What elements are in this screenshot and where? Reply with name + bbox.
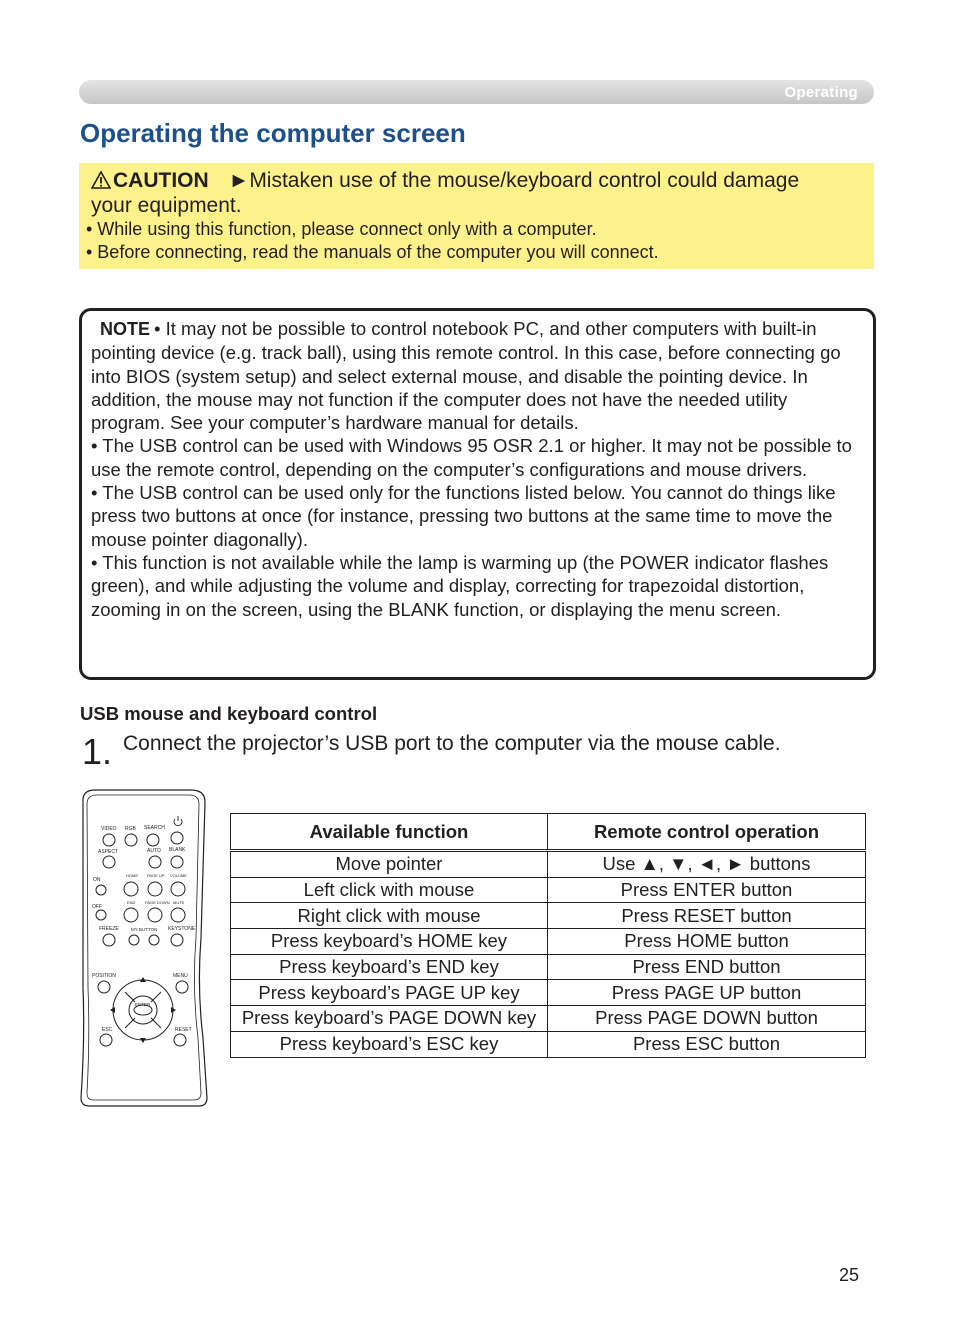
home-label: HOME xyxy=(126,873,138,878)
table-cell: Left click with mouse xyxy=(231,877,548,903)
table-cell: Press ENTER button xyxy=(548,877,866,903)
freeze-label: FREEZE xyxy=(99,926,119,932)
page-down-label: PAGE DOWN xyxy=(145,900,170,905)
table-cell: Press ESC button xyxy=(548,1031,866,1057)
my-button-label: MY BUTTON xyxy=(131,927,158,932)
table-cell: Move pointer xyxy=(231,852,548,878)
table-row xyxy=(231,980,866,1006)
table-header: Remote control operation xyxy=(548,814,866,850)
power-icon xyxy=(174,816,182,826)
video-label: VIDEO xyxy=(101,826,117,832)
table-cell: Press keyboard’s HOME key xyxy=(231,929,548,955)
table-header-row xyxy=(231,814,866,850)
off-label: OFF xyxy=(92,904,102,910)
on-label: ON xyxy=(93,877,101,883)
end-label: END xyxy=(127,900,136,905)
table-cell: Press keyboard’s ESC key xyxy=(231,1031,548,1057)
esc-label: ESC xyxy=(102,1027,113,1033)
table-row xyxy=(231,903,866,929)
volume-label: VOLUME xyxy=(170,873,187,878)
table-cell: Press RESET button xyxy=(548,903,866,929)
menu-label: MENU xyxy=(173,973,188,979)
table-cell: Use ▲, ▼, ◄, ► buttons xyxy=(548,852,866,878)
warning-triangle-icon xyxy=(91,171,111,189)
caution-bullet: • Before connecting, read the manuals of the computer you will connect. xyxy=(86,242,659,262)
caution-text-2: your equipment. xyxy=(91,194,242,217)
blank-label: BLANK xyxy=(169,847,186,853)
table-cell: Press PAGE DOWN button xyxy=(548,1006,866,1032)
table-cell: Press keyboard’s PAGE DOWN key xyxy=(231,1006,548,1032)
caution-label: CAUTION xyxy=(113,169,209,192)
table-cell: Press keyboard’s END key xyxy=(231,954,548,980)
section-heading: USB mouse and keyboard control xyxy=(80,703,378,724)
table-cell: Right click with mouse xyxy=(231,903,548,929)
page-number: 25 xyxy=(839,1265,860,1285)
note-paragraph: • The USB control can be used only for the functions listed below. You cannot do things like press two buttons at once (for instance, pressing two buttons at the same time to move the mouse pointer diagonally). xyxy=(91,482,836,550)
table-row xyxy=(231,852,866,878)
table-row xyxy=(231,877,866,903)
table-row xyxy=(231,1006,866,1032)
table-cell: Press HOME button xyxy=(548,929,866,955)
remote-control-illustration xyxy=(79,788,211,1108)
caution-bullet: • While using this function, please connect only with a computer. xyxy=(86,219,597,239)
note-text xyxy=(91,317,861,621)
step-text: Connect the projector’s USB port to the computer via the mouse cable. xyxy=(123,732,781,755)
function-table xyxy=(230,813,866,1058)
page-up-label: PAGE UP xyxy=(147,873,165,878)
keystone-label: KEYSTONE xyxy=(168,926,196,932)
table-header: Available function xyxy=(231,814,548,850)
auto-label: AUTO xyxy=(147,848,161,854)
rgb-label: RGB xyxy=(125,826,136,832)
caution-text-1: Mistaken use of the mouse/keyboard control could damage xyxy=(249,169,800,192)
note-paragraph: • The USB control can be used with Windows 95 OSR 2.1 or higher. It may not be possible to use the remote control, depending on the computer’s configurations and mouse drivers. xyxy=(91,435,852,480)
caution-heading xyxy=(91,168,799,193)
section-header-bar xyxy=(79,80,874,104)
enter-label: ENTER xyxy=(135,1002,151,1007)
direction-arrows-icon xyxy=(110,977,176,1043)
note-box xyxy=(79,308,876,680)
section-label: Operating xyxy=(784,84,858,101)
mute-label: MUTE xyxy=(173,900,185,905)
table-row xyxy=(231,1031,866,1057)
search-label: SEARCH xyxy=(144,825,165,831)
note-label: NOTE xyxy=(100,319,151,339)
reset-label: RESET xyxy=(175,1027,192,1033)
step-number: 1. xyxy=(82,731,113,772)
table-cell: Press PAGE UP button xyxy=(548,980,866,1006)
position-label: POSITION xyxy=(92,973,116,979)
table-row xyxy=(231,954,866,980)
aspect-label: ASPECT xyxy=(98,849,119,855)
table-cell: Press keyboard’s PAGE UP key xyxy=(231,980,548,1006)
page-title: Operating the computer screen xyxy=(80,118,466,148)
note-paragraph: • This function is not available while the lamp is warming up (the POWER indicator flashes green), and while adjusting the volume and display, correcting for trapezoidal distortion, zooming in on the screen, using the BLANK function, or displaying the menu screen. xyxy=(91,551,829,620)
table-cell: Press END button xyxy=(548,954,866,980)
note-paragraph: NOTE • It may not be possible to control notebook PC, and other computers with built-in pointing device (e.g. track ball), using this remote control. In this case, before connecting go into BIOS (system setup) and select external mouse, and disable the pointing device. In addition, the mouse may not function if the computer does not have the needed utility program. See your computer’s hardware manual for details. xyxy=(91,318,841,434)
caution-arrow: ► xyxy=(228,169,250,192)
caution-box xyxy=(79,163,874,269)
table-row xyxy=(231,929,866,955)
